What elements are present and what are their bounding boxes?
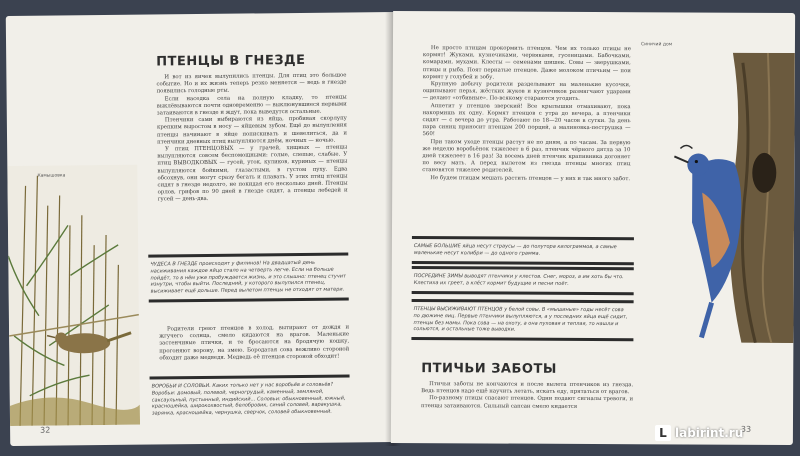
- paragraph: Родители греют птенцов в холод, вытирают от дождя и жгучего солнца, смело кидаются на врагов. Маленькие застенчивые птички, и те бросаются на бродячую кошку, прогоняют ворону, на змею. Бородатая сова вежливо стороной обходит даже медведя. Медведь её птенцов стороной обходит!: [159, 324, 350, 362]
- note-box: ЧУДЕСА В ГНЕЗДЕ происходят у филинов! На двадцатый день насиживания каждое яйцо стало на четверть легче. Если на больше пойдёт, то в нём уже пробуждается жизнь, и это слышно: птенец стучит изнутри, чтобы выйти. Последний, у которого вылупился птенец, высиживает ещё дольше. Перед вылетом птенцы не отходят от матери.: [148, 252, 348, 302]
- paragraph: И вот из яичек вылупились птенцы. Для птиц это большое событие. Но и их жизнь теперь резко меняется — ведь в гнезде появились голодные рты.: [156, 72, 347, 95]
- left-illustration-caption: Камышовка: [37, 173, 66, 179]
- left-page: [6, 12, 398, 446]
- right-body-text-2: [421, 381, 633, 411]
- tree-hollow: [752, 153, 776, 193]
- site-watermark: [655, 422, 795, 444]
- labirint-logo-icon: L: [655, 425, 671, 441]
- paragraph: Если наседка села на полную кладку, то птенцы выклёвываются почти одновременно — выклюнувшиеся первыми затаиваются в гнезде и ждут, пока выведутся остальные.: [156, 94, 347, 117]
- note-box: ПОСРЕДИНЕ ЗИМЫ выводят птенчики у клестов. Снег, мороз, а им хоть бы что. Клестиха их греет, а клёст кормит будущие и песни поёт.: [412, 266, 634, 295]
- paragraph: Не просто птицам прокормить птенцов. Чем их только птицы не кормят! Жуками, кузнечиками, червяками, гусеницами. Бабочками, комарами, мухами. Клесты — семенами шишек. Совы — зверушками, птицы и рыба. Поят пернатые птенцов. Даже молоком птичьим — пои кормят у голубей и зобу.: [422, 45, 631, 81]
- page-title: ПТЕНЦЫ В ГНЕЗДЕ: [156, 52, 306, 70]
- reed-warbler-illustration: [7, 165, 140, 426]
- paragraph: При таком уходе птенцы растут не по дням, а по часам. За первую же неделю воробьёнок тяжелеет в 6 раз, птенчик чёрного дятла за 10 дней тяжелеет в 16 раз! За восемь дней птенчик крапивника догоняет по весу мать. А перед вылетом из гнезда птенцы многих птиц становятся тяжелее родителей.: [422, 138, 631, 175]
- left-body-text: [156, 72, 347, 204]
- page-number: 33: [740, 424, 752, 434]
- section-title: ПТИЧЬИ ЗАБОТЫ: [421, 361, 557, 377]
- page-number: 32: [40, 425, 51, 435]
- note-box: САМЫЕ БОЛЬШИЕ яйца несут страусы — до полутора килограммов, а самые маленькие несут колибри — до одного грамма.: [412, 236, 634, 265]
- right-page: [391, 11, 795, 445]
- right-body-text: [422, 45, 631, 183]
- watermark-text: labirint.ru: [675, 426, 744, 440]
- paragraph: Не будем птицам мешать растить птенцов — у них и так много забот.: [430, 174, 631, 182]
- note-box: ВОРОБЬИ И СОЛОВЬИ. Каких только нет у нас воробьёв и соловьёв? Воробьи: домовый, полевой, черногрудый, каменный, земляной, саксаульный, пустынный, индийский... Соловьи: обыкновенный, южный, красношейка, широкохвостый, белобровик, синий соловей, варакушка, зарянка, красношейка, чернушка, сверчок, соловей обыкновенный.: [150, 374, 350, 421]
- paragraph: По-разному птицы спасают птенцов. Одни подают сигналы тревоги, и птенцы затаиваются. Сильный сапсан смело кидается: [421, 395, 634, 410]
- note-box: ПТЕНЦЫ ВЫСИЖИВАЮТ ПТЕНЦОВ у белой совы. В «мышиные» годы несёт сова по дюжине яиц. Первые птенчики вылупляются, а у последних яйца ещё сидит, птенцы без мамы. Пока сова — на охоту, а она пуховая и теплая, то нашли и сольются, и остальные тоже выводки.: [411, 299, 633, 341]
- nuthatch-illustration: [671, 52, 795, 343]
- paragraph: Крупную добычу родители разделывают на маленькие кусочки, ощипывают перья, жёстких жуков и кузнечиков размягчают ударами — делают «отбивные». По-всякому стараются угодить.: [422, 81, 631, 103]
- right-illustration-caption: Синичий дом: [640, 42, 673, 48]
- paragraph: Аппетит у птенцов зверский! Все крылышки отмахивают, пока накормишь их одну. Кормят птенцов с утра до вечера, а птенчики сидят — с вечера до утра. Работают по 18—20 часов в сутки. За день пара синиц приносит птенцам 200 порций, а малиновка-пеструшка — 560!: [422, 102, 631, 138]
- paragraph: У птиц ПТЕНЦОВЫХ — у грачей, хищных — птенцы вылупляются совсем беспомощными: голые, слепые, слабые. У птиц ВЫВОДКОВЫХ — гусей, уток, куликов, куриных — птенцы вылупляются бойкими, глазастыми, в густом пуху. Едва обсохнув, они могут сразу бегать и плавать. У этих птиц птенцы сидят в гнезде недолго, не покидая его несколько дней. Птенцы орлов, грифов по 90 дней в гнезде сидят, а птенцы лебедей и гусей — день-два.: [157, 144, 348, 203]
- paragraph: Птенчики сами выбираются из яйца, пробивая скорлупу крепким выростом в носу — яйцевым зубом. Ещё до вылупления птенцы начинают в яйце попискивать и шевелиться, да и птенчики дневных птиц вылупляются днём, ночных — ночью.: [156, 115, 348, 146]
- paragraph: Птичьи заботы не кончаются и после вылета птенчиков из гнезда. Ведь птенцов надо ещё научить летать, искать еду, прятаться от врагов.: [421, 381, 634, 396]
